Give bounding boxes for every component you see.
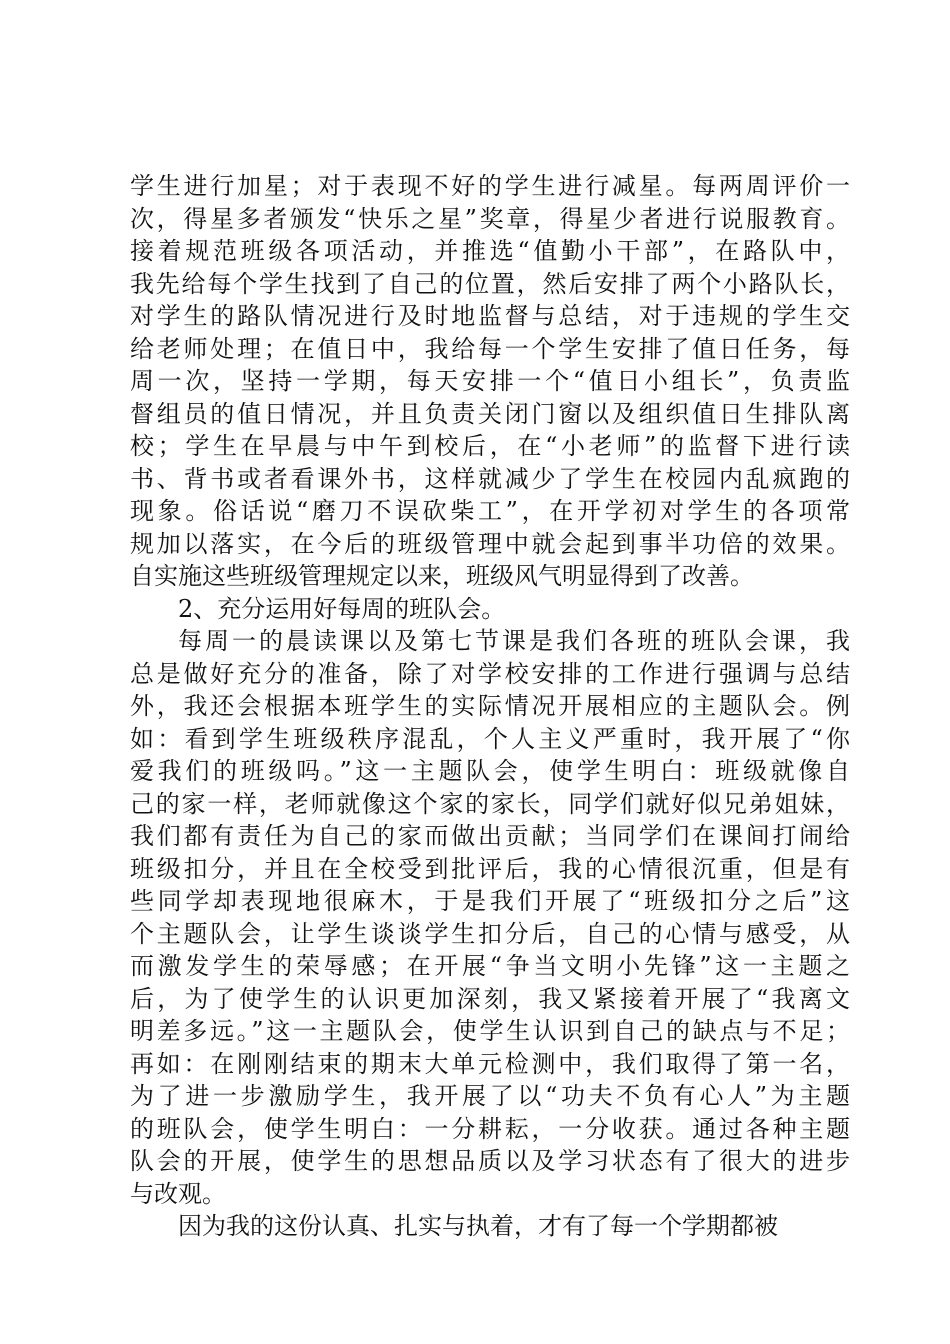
text-line: 周一次，坚持一学期，每天安排一个“值日小组长”，负责监 xyxy=(130,367,850,395)
text-line: 给老师处理；在值日中，我给每一个学生安排了值日任务，每 xyxy=(130,334,850,363)
text-line: 己的家一样，老师就像这个家的家长，同学们就好似兄弟姐妹， xyxy=(130,789,850,818)
text-line: 现象。俗话说“磨刀不误砍柴工”，在开学初对学生的各项常 xyxy=(130,497,850,525)
text-line: 后，为了使学生的认识更加深刻，我又紧接着开展了“我离文 xyxy=(130,984,850,1013)
text-line: 个主题队会，让学生谈谈学生扣分后，自己的心情与感受，从 xyxy=(130,919,850,948)
text-line: 我们都有责任为自己的家而做出贡献；当同学们在课间打闹给 xyxy=(130,822,850,850)
text-line: 再如：在刚刚结束的期末大单元检测中，我们取得了第一名， xyxy=(130,1049,850,1078)
text-line: 规加以落实，在今后的班级管理中就会起到事半功倍的效果。 xyxy=(130,529,850,558)
text-line: 的班队会，使学生明白：一分耕耘，一分收获。通过各种主题 xyxy=(130,1114,850,1143)
text-line: 对学生的路队情况进行及时地监督与总结，对于违规的学生交 xyxy=(130,302,850,330)
section-heading: 2、充分运用好每周的班队会。 xyxy=(178,594,506,623)
text-line: 总是做好充分的准备，除了对学校安排的工作进行强调与总结 xyxy=(130,659,850,688)
text-line: 外，我还会根据本班学生的实际情况开展相应的主题队会。例 xyxy=(130,692,850,720)
text-line: 我先给每个学生找到了自己的位置，然后安排了两个小路队长， xyxy=(130,269,850,298)
text-line: 自实施这些班级管理规定以来，班级风气明显得到了改善。 xyxy=(130,562,754,590)
body-text xyxy=(130,170,850,1243)
paragraph-first-line: 每周一的晨读课以及第七节课是我们各班的班队会课，我 xyxy=(178,627,850,655)
text-line: 些同学却表现地很麻木，于是我们开展了“班级扣分之后”这 xyxy=(130,887,850,915)
text-line: 校；学生在早晨与中午到校后，在“小老师”的监督下进行读 xyxy=(130,432,850,460)
text-line: 学生进行加星；对于表现不好的学生进行减星。每两周评价一 xyxy=(130,172,850,200)
text-line: 班级扣分，并且在全校受到批评后，我的心情很沉重，但是有 xyxy=(130,854,850,883)
text-line: 接着规范班级各项活动，并推选“值勤小干部”，在路队中， xyxy=(130,237,850,265)
text-line: 队会的开展，使学生的思想品质以及学习状态有了很大的进步 xyxy=(130,1147,850,1175)
text-line: 爱我们的班级吗。”这一主题队会，使学生明白：班级就像自 xyxy=(130,757,850,785)
text-line: 而激发学生的荣辱感；在开展“争当文明小先锋”这一主题之 xyxy=(130,952,850,980)
text-line: 书、背书或者看课外书，这样就减少了学生在校园内乱疯跑的 xyxy=(130,464,850,493)
text-line: 如：看到学生班级秩序混乱，个人主义严重时，我开展了“你 xyxy=(130,724,850,753)
text-line: 与改观。 xyxy=(130,1179,226,1208)
text-line: 次，得星多者颁发“快乐之星”奖章，得星少者进行说服教育。 xyxy=(130,204,850,233)
paragraph-first-line: 因为我的这份认真、扎实与执着，才有了每一个学期都被 xyxy=(178,1212,778,1240)
text-line: 督组员的值日情况，并且负责关闭门窗以及组织值日生排队离 xyxy=(130,399,850,428)
text-line: 明差多远。”这一主题队会，使学生认识到自己的缺点与不足； xyxy=(130,1017,850,1045)
text-line: 为了进一步激励学生，我开展了以“功夫不负有心人”为主题 xyxy=(130,1082,850,1110)
